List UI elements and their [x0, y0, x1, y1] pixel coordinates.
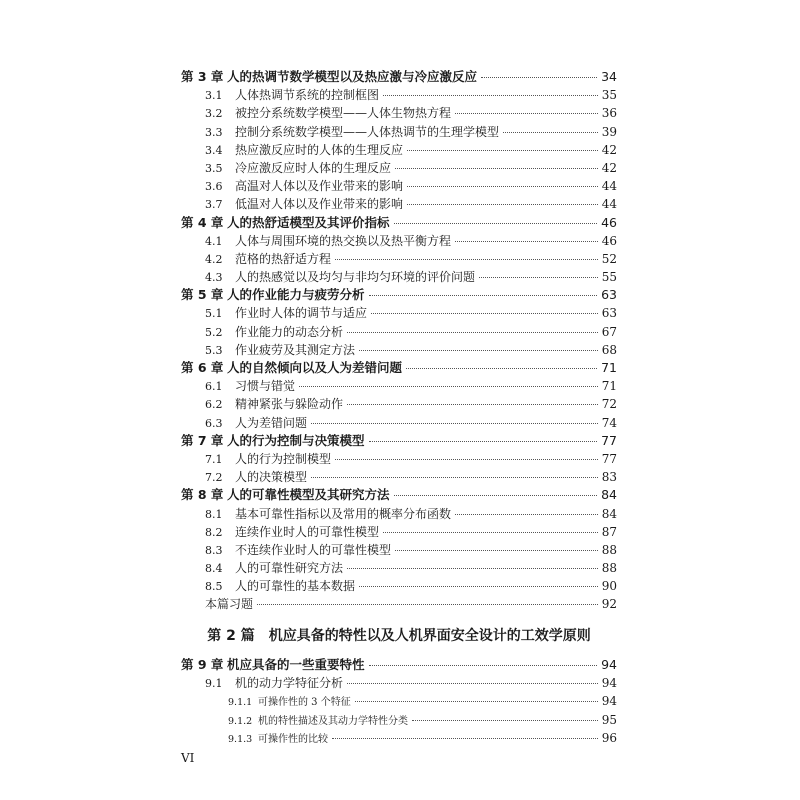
- toc-entry-title: 热应激反应时的人体的生理反应: [235, 142, 404, 157]
- toc-entry-title: 冷应激反应时人体的生理反应: [235, 160, 392, 175]
- toc-entry-number: 第 8 章: [181, 487, 224, 503]
- dot-leader: [407, 186, 598, 187]
- dot-leader: [407, 204, 598, 205]
- toc-entry-number: 4.3: [205, 271, 223, 285]
- toc-entry-title: 高温对人体以及作业带来的影响: [235, 179, 404, 194]
- toc-entry-title: 被控分系统数学模型——人体生物热方程: [235, 106, 452, 121]
- toc-entry-number: 8.5: [205, 580, 223, 594]
- toc-entry-number: 4.1: [205, 234, 223, 248]
- dot-leader: [299, 386, 598, 387]
- toc-entry-section: [181, 177, 617, 195]
- toc-entry-section: [181, 377, 617, 395]
- dot-leader: [335, 259, 598, 260]
- toc-entry-page: 52: [601, 251, 617, 266]
- toc-entry-page: 42: [601, 142, 617, 157]
- toc-entry-number: 5.3: [205, 343, 223, 357]
- toc-entry-sub: [181, 711, 617, 730]
- toc-entry-page: 72: [601, 397, 617, 412]
- dot-leader: [407, 150, 598, 151]
- toc-entry-page: 92: [601, 597, 617, 612]
- toc-entry-section: [181, 341, 617, 359]
- part-title: 机应具备的特性以及人机界面安全设计的工效学原则: [268, 627, 591, 644]
- toc-entry-page: 95: [601, 712, 617, 727]
- dot-leader: [455, 113, 598, 114]
- toc-entry-title: 人的热舒适模型及其评价指标: [227, 214, 390, 230]
- toc-entry-number: 第 7 章: [181, 432, 224, 448]
- dot-leader: [355, 701, 598, 702]
- toc-entry-title: 人的可靠性模型及其研究方法: [227, 487, 390, 503]
- toc-entry-number: 8.3: [205, 543, 223, 557]
- toc-entry-number: 3.2: [205, 107, 223, 121]
- toc-entry-number: 第 9 章: [181, 656, 224, 672]
- toc-entry-number: 3.6: [205, 180, 223, 194]
- toc-entry-page: 84: [601, 506, 617, 521]
- toc-entry-title: 人的可靠性研究方法: [235, 561, 344, 576]
- toc-entry-page: 36: [601, 106, 617, 121]
- toc-entry-number: 3.1: [205, 89, 223, 103]
- toc-entry-number: 8.2: [205, 525, 223, 539]
- dot-leader: [371, 313, 598, 314]
- toc-entry-number: 第 3 章: [181, 69, 224, 84]
- toc-entry-number: 5.2: [205, 325, 223, 339]
- dot-leader: [395, 550, 598, 551]
- toc-entry-page: 94: [601, 675, 617, 690]
- toc-entry-title: 人的可靠性的基本数据: [235, 579, 356, 594]
- toc-entry-number: 6.1: [205, 380, 223, 394]
- toc-entry-section: [181, 674, 617, 692]
- toc-entry-section: [181, 577, 617, 595]
- dot-leader: [359, 586, 598, 587]
- toc-entry-number: 第 6 章: [181, 360, 224, 375]
- toc-entry-page: 55: [601, 270, 617, 285]
- toc-entry-title: 基本可靠性指标以及常用的概率分布函数: [235, 506, 452, 521]
- dot-leader: [455, 514, 598, 515]
- dot-leader: [257, 604, 598, 605]
- toc-entry-title: 低温对人体以及作业带来的影响: [235, 197, 404, 212]
- toc-entry-title: 人的行为控制模型: [235, 451, 332, 466]
- table-of-contents: [181, 68, 617, 748]
- toc-entry-section: [181, 123, 617, 141]
- toc-entry-page: 67: [601, 324, 617, 339]
- toc-entry-chapter: [181, 68, 617, 86]
- dot-leader: [383, 532, 598, 533]
- toc-entry-section: [181, 232, 617, 250]
- toc-entry-page: 88: [601, 542, 617, 557]
- toc-entry-title: 精神紧张与躲险动作: [235, 397, 344, 412]
- toc-entry-number: 3.4: [205, 143, 223, 157]
- toc-entry-title: 人体与周围环境的热交换以及热平衡方程: [235, 233, 452, 248]
- toc-entry-page: 87: [601, 524, 617, 539]
- toc-entry-page: 44: [601, 179, 617, 194]
- toc-entry-number: 9.1.2: [228, 715, 253, 727]
- dot-leader: [311, 423, 598, 424]
- dot-leader: [369, 665, 598, 666]
- toc-entry-chapter: [181, 214, 617, 232]
- toc-entry-title: 作业能力的动态分析: [235, 324, 344, 339]
- dot-leader: [347, 683, 598, 684]
- toc-list-part-1: [181, 68, 617, 614]
- toc-entry-section: [181, 505, 617, 523]
- dot-leader: [479, 277, 598, 278]
- toc-entry-title: 不连续作业时人的可靠性模型: [235, 542, 392, 557]
- toc-entry-title: 连续作业时人的可靠性模型: [235, 524, 380, 539]
- toc-entry-page: 39: [601, 124, 617, 139]
- toc-entry-page: 71: [601, 379, 617, 394]
- toc-entry-sub: [181, 692, 617, 711]
- toc-entry-section: [181, 304, 617, 322]
- toc-entry-section: [181, 395, 617, 413]
- toc-entry-number: 3.3: [205, 125, 223, 139]
- toc-entry-number: 第 4 章: [181, 214, 224, 230]
- toc-entry-page: 42: [601, 160, 617, 175]
- toc-entry-section: [181, 468, 617, 486]
- toc-entry-number: 4.2: [205, 252, 223, 266]
- toc-entry-section: [181, 450, 617, 468]
- dot-leader: [383, 95, 598, 96]
- toc-entry-plain: [181, 595, 617, 613]
- toc-entry-section: [181, 104, 617, 122]
- dot-leader: [311, 477, 598, 478]
- toc-entry-title: 人的热感觉以及均匀与非均匀环境的评价问题: [235, 270, 476, 285]
- dot-leader: [455, 241, 598, 242]
- part-label: 第 2 篇: [207, 627, 255, 644]
- toc-entry-page: 84: [601, 487, 617, 503]
- toc-entry-chapter: [181, 486, 617, 504]
- toc-entry-number: 9.1.1: [228, 697, 253, 708]
- toc-entry-page: 63: [601, 287, 617, 303]
- toc-entry-title: 人为差错问题: [235, 415, 308, 430]
- toc-entry-chapter: [181, 286, 617, 304]
- toc-entry-number: 8.1: [205, 507, 223, 521]
- toc-entry-title: 人的作业能力与疲劳分析: [227, 287, 365, 303]
- toc-entry-section: [181, 523, 617, 541]
- toc-entry-page: 77: [601, 451, 617, 466]
- toc-entry-section: [181, 414, 617, 432]
- toc-entry-title: 机的特性描述及其动力学特性分类: [258, 715, 408, 727]
- toc-entry-title: 习惯与错觉: [235, 379, 296, 394]
- toc-entry-chapter: [181, 432, 617, 450]
- toc-entry-page: 83: [601, 470, 617, 485]
- dot-leader: [412, 720, 598, 721]
- toc-entry-page: 77: [601, 432, 617, 448]
- toc-entry-chapter: [181, 656, 617, 674]
- toc-entry-section: [181, 268, 617, 286]
- toc-entry-number: 7.2: [205, 471, 223, 485]
- dot-leader: [394, 223, 598, 224]
- toc-entry-title: 机的动力学特征分析: [235, 675, 344, 690]
- toc-entry-number: 5.1: [205, 307, 223, 321]
- dot-leader: [335, 459, 598, 460]
- dot-leader: [406, 368, 597, 369]
- toc-entry-title: 人体热调节系统的控制框图: [235, 88, 380, 103]
- toc-entry-number: 9.1: [205, 676, 223, 690]
- toc-entry-number: 3.7: [205, 198, 223, 212]
- dot-leader: [503, 132, 598, 133]
- toc-entry-title: 人的决策模型: [235, 470, 308, 485]
- toc-entry-title: 人的自然倾向以及人为差错问题: [227, 360, 403, 375]
- toc-entry-number: 6.3: [205, 416, 223, 430]
- toc-entry-title: 作业疲劳及其测定方法: [235, 342, 356, 357]
- toc-entry-section: [181, 86, 617, 104]
- dot-leader: [347, 568, 598, 569]
- dot-leader: [369, 295, 598, 296]
- toc-entry-title: 人的热调节数学模型以及热应激与冷应激反应: [227, 69, 478, 84]
- toc-entry-title: 可操作性的比较: [258, 734, 328, 746]
- toc-entry-title: 机应具备的一些重要特性: [227, 656, 365, 672]
- dot-leader: [347, 404, 598, 405]
- dot-leader: [394, 495, 598, 496]
- toc-entry-page: 63: [601, 306, 617, 321]
- part-heading: [181, 616, 617, 656]
- dot-leader: [481, 77, 597, 78]
- toc-entry-page: 94: [601, 656, 617, 672]
- dot-leader: [332, 738, 598, 739]
- toc-entry-section: [181, 541, 617, 559]
- toc-entry-page: 44: [601, 197, 617, 212]
- toc-entry-section: [181, 141, 617, 159]
- toc-entry-number: 7.1: [205, 452, 223, 466]
- toc-entry-number: 9.1.3: [228, 734, 253, 746]
- toc-entry-page: 35: [601, 88, 617, 103]
- toc-entry-page: 71: [601, 360, 617, 375]
- toc-entry-section: [181, 559, 617, 577]
- toc-entry-number: 第 5 章: [181, 287, 224, 303]
- dot-leader: [359, 350, 598, 351]
- toc-entry-page: 46: [601, 233, 617, 248]
- toc-entry-section: [181, 195, 617, 213]
- dot-leader: [347, 332, 598, 333]
- toc-entry-chapter: [181, 359, 617, 377]
- toc-entry-title: 范格的热舒适方程: [235, 251, 332, 266]
- toc-entry-page: 46: [601, 214, 617, 230]
- toc-entry-number: 6.2: [205, 398, 223, 412]
- toc-entry-page: 68: [601, 342, 617, 357]
- toc-entry-page: 88: [601, 561, 617, 576]
- toc-list-part-2: [181, 656, 617, 748]
- dot-leader: [395, 168, 598, 169]
- toc-entry-sub: [181, 729, 617, 748]
- toc-entry-title: 人的行为控制与决策模型: [227, 432, 365, 448]
- toc-entry-title: 控制分系统数学模型——人体热调节的生理学模型: [235, 124, 500, 139]
- toc-entry-page: 34: [601, 69, 617, 84]
- toc-entry-page: 94: [601, 694, 617, 708]
- toc-entry-page: 96: [601, 731, 617, 746]
- toc-entry-page: 90: [601, 579, 617, 594]
- page-number: VI: [181, 751, 195, 765]
- toc-entry-title: 可操作性的 3 个特征: [258, 697, 351, 708]
- dot-leader: [369, 441, 598, 442]
- toc-entry-number: 8.4: [205, 562, 223, 576]
- toc-entry-section: [181, 159, 617, 177]
- toc-entry-title: 本篇习题: [205, 597, 254, 612]
- toc-entry-title: 作业时人体的调节与适应: [235, 306, 368, 321]
- toc-entry-section: [181, 323, 617, 341]
- toc-entry-number: 3.5: [205, 161, 223, 175]
- toc-entry-section: [181, 250, 617, 268]
- toc-entry-page: 74: [601, 415, 617, 430]
